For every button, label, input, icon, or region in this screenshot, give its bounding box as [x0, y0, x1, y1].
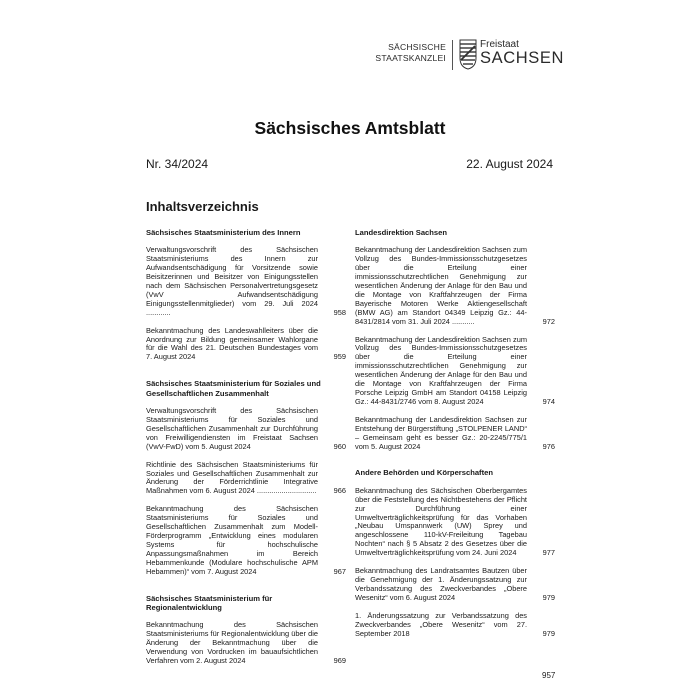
- toc-heading: Inhaltsverzeichnis: [146, 199, 259, 214]
- issue-date: 22. August 2024: [466, 157, 553, 171]
- entry-text: Bekanntmachung des Sächsischen Oberbergamtes über die Feststellung des Nichtbestehens der Pflicht zur Durchführung einer Umweltverträglichkeitsprüfung für das Vorhaben „Neubau Umspannwerk (UW) Sprey und angeschlossene 110-kV-Freileitung Tagebau Nochten“ nach § 5 Absatz 2 des Gesetzes über die Umweltverträglichkeitsprüfung vom 24. Juni 2024: [355, 485, 527, 558]
- entry-page: 972: [542, 316, 555, 326]
- entry-page: 969: [333, 655, 346, 665]
- entry-text: Bekanntmachung des Landratsamtes Bautzen über die Genehmigung der 1. Änderungssatzung zur Verbandssatzung des Zweckverbandes „Obere Wesenitz“ vom 6. August 2024: [355, 566, 527, 602]
- freistaat-label: Freistaat: [480, 39, 519, 50]
- entry-text: Bekanntmachung der Landesdirektion Sachsen zum Vollzug des Bundes-Immissionsschutzgesetzes über die Erteilung einer immissionsschutzrechtlichen Genehmigung zur wesentlichen Änderung der Anlage für den Bau und die Montage von Kraftfahrzeugen der Firma Bayerische Motoren Werke Aktiengesellschaft (BMW AG) am Standort 04349 Leipzig Gz.: 44-8431/2814 vom 31. Juli 2024 ...........: [355, 245, 527, 326]
- entry-page: 959: [333, 352, 346, 362]
- toc-entry[interactable]: [146, 246, 346, 317]
- entry-text: Verwaltungsvorschrift des Sächsischen Staatsministeriums des Innern zur Aufwandsentschädigung für Vorsitzende sowie Beisitzerinnen und Beisitzer von Einigungsstellen nach dem Sächsischen Personalvertretungsgesetz (VwV Aufwandsentschädigung Einigungsstellenmitglieder) vom 29. Juli 2024 ............: [146, 245, 318, 317]
- entry-text: Bekanntmachung der Landesdirektion Sachsen zur Entstehung der Bürgerstiftung „STOLPENER LAND“ – Gemeinsam geht es besser Gz.: 20-2245/775/1 vom 5. August 2024: [355, 414, 527, 451]
- toc-entry[interactable]: [146, 621, 346, 666]
- toc-entry[interactable]: [146, 461, 346, 497]
- toc-entry[interactable]: [355, 336, 555, 407]
- toc-entry[interactable]: [355, 487, 555, 558]
- logo-divider: [452, 40, 453, 70]
- toc-entry[interactable]: [355, 612, 555, 639]
- toc-entry[interactable]: [146, 505, 346, 576]
- entry-text: Bekanntmachung des Sächsischen Staatsministeriums für Soziales und Gesellschaftlichen Zusammenhalt zum Modell-Förderprogramm „Entwicklung eines modularen Systems für hochschulische Anpassungsmaßnahmen im Bereich Hebammenkunde (Modulare hochschulische APM Hebammen)“ vom 7. August 2024: [146, 504, 318, 576]
- section-heading: Sächsisches Staatsministerium für Soziales und Gesellschaftlichen Zusammenhalt: [146, 379, 321, 398]
- toc-entry[interactable]: [146, 327, 346, 363]
- section-heading: Landesdirektion Sachsen: [355, 228, 447, 237]
- kanzlei-line2: STAATSKANZLEI: [375, 53, 446, 63]
- staatskanzlei-label: [346, 42, 446, 64]
- entry-page: 976: [542, 441, 555, 451]
- kanzlei-line1: SÄCHSISCHE: [388, 42, 446, 52]
- issue-number: Nr. 34/2024: [146, 157, 209, 171]
- page-title: Sächsisches Amtsblatt: [254, 118, 446, 138]
- entry-page: 960: [333, 441, 346, 451]
- entry-text: Bekanntmachung des Sächsischen Staatsministeriums für Regionalentwicklung über die Änderung der Bekanntmachung über die Verwendung von Vordrucken im bauaufsichtlichen Verfahren vom 2. August 2024: [146, 620, 318, 665]
- section-heading: Sächsisches Staatsministerium für Regionalentwicklung: [146, 593, 273, 612]
- section-heading: Andere Behörden und Körperschaften: [355, 468, 493, 478]
- toc-entry[interactable]: [355, 416, 555, 452]
- toc-right-column: [355, 228, 555, 647]
- sachsen-label: SACHSEN: [480, 49, 564, 67]
- saxony-crest-icon: [459, 38, 477, 70]
- entry-text: Richtlinie des Sächsischen Staatsministeriums für Soziales und Gesellschaftlichen Zusammenhalt zur Änderung der Förderrichtlinie Integrative Maßnahmen vom 6. August 2024 .............................: [146, 459, 318, 496]
- section-heading: Sächsisches Staatsministerium des Innern: [146, 228, 301, 237]
- toc-entry[interactable]: [146, 407, 346, 452]
- page-number: 957: [542, 671, 556, 680]
- entry-text: Bekanntmachung der Landesdirektion Sachsen zum Vollzug des Bundes-Immissionsschutzgesetzes über die Erteilung einer immissionsschutzrechtlichen Genehmigung zur wesentlichen Änderung der Anlage für den Bau und die Montage von Kraftfahrzeugen der Firma Porsche Leipzig GmbH am Standort 04158 Leipzig Gz.: 44-8431/2746 vom 8. August 2024: [355, 334, 527, 406]
- entry-page: 958: [333, 307, 346, 317]
- entry-page: 979: [542, 628, 555, 638]
- entry-page: 967: [333, 566, 346, 576]
- entry-page: 974: [542, 396, 555, 406]
- toc-entry[interactable]: [355, 246, 555, 326]
- entry-text: Verwaltungsvorschrift des Sächsischen Staatsministeriums für Soziales und Gesellschaftlichen Zusammenhalt zur Durchführung von Freiwilligendiensten im Freistaat Sachsen (VwV-FwD) vom 5. August 2024: [146, 406, 318, 451]
- entry-page: 966: [333, 486, 346, 496]
- entry-page: 979: [542, 592, 555, 602]
- entry-text: Bekanntmachung des Landeswahlleiters über die Anordnung zur Bildung gemeinsamer Wahlorgane für die Wahl des 21. Deutschen Bundestages vom 7. August 2024: [146, 325, 318, 362]
- toc-entry[interactable]: [355, 567, 555, 603]
- entry-page: 977: [542, 548, 555, 558]
- toc-left-column: [146, 228, 346, 675]
- entry-text: 1. Änderungssatzung zur Verbandssatzung des Zweckverbandes „Obere Wesenitz“ vom 27. September 2018: [355, 610, 527, 638]
